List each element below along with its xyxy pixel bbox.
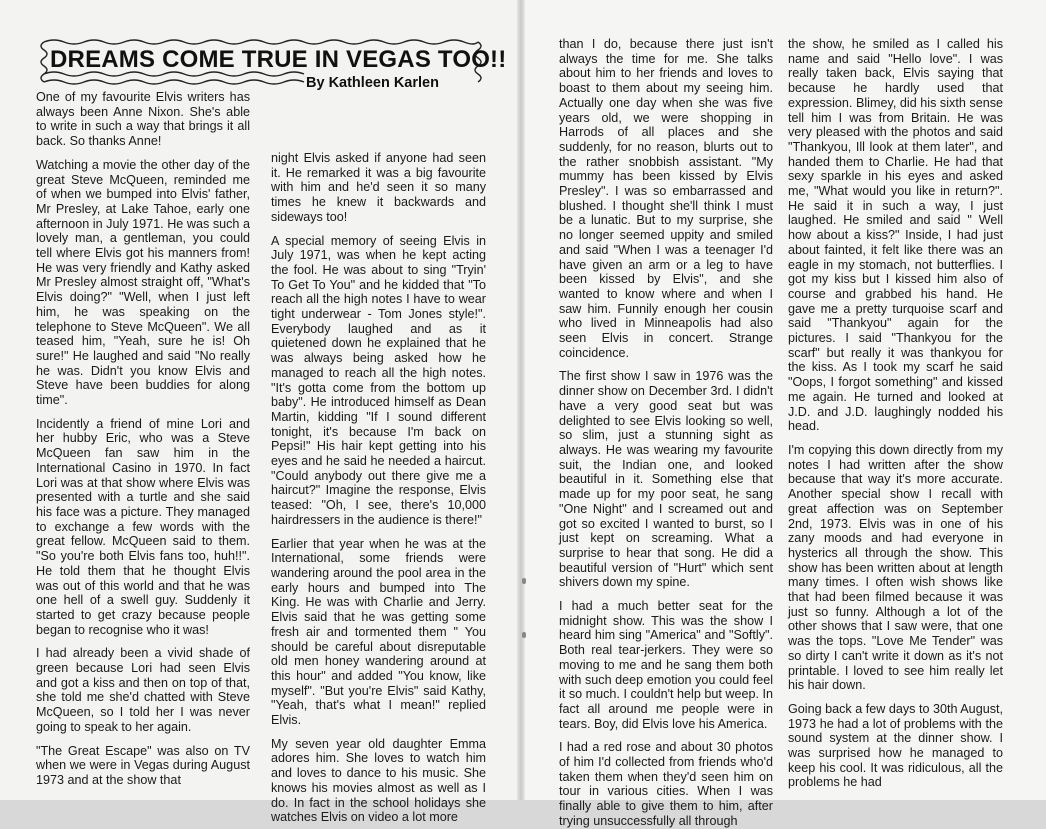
paragraph: "The Great Escape" was also on TV when we were in Vegas during August 1973 and at the show that [36,743,250,787]
binding-mark [522,578,526,584]
paragraph: Incidently a friend of mine Lori and her hubby Eric, who was a Steve McQueen fan saw him in the International Casino in 1970. In fact Lori was at that show where Elvis was presented with a turtle and she said his face was a picture. They managed to exchange a few words with the great fellow. McQueen said to them. "So you're both Elvis fans too, huh!!". He told them that he thought Elvis was out of this world and that he was one hell of a swell guy. Suddenly it started to get crazy because people began to recognise who it was! [36,416,250,637]
paragraph: the show, he smiled as I called his name and said "Hello love". I was really taken back, Elvis saying that because he hardly used that expression. Blimey, did his sixth sense tell him I was from Britain. He was very pleased with the photos and said "Thankyou, Ill look at them later", and handed them to Charlie. He had that sexy sparkle in his eyes and asked me, "What would you like in return?". He said it in such a way, I just laughed. He smiled and said " Well how about a kiss?" Inside, I had just about fainted, it felt like there was an eagle in my stomach, not butterflies. I got my kiss but I kissed him also of course and grabbed his hand. He gave me a pretty turquoise scarf and said "Thankyou" again for the pictures. I said "Thankyou for the scarf" but really it was thankyou for the kiss. As I took my scarf he said "Oops, I forgot something" and kissed me again. He turned and looked at J.D. and J.D. laughingly nodded his head. [788,37,1003,434]
paragraph: I had already been a vivid shade of green because Lori had seen Elvis and got a kiss and then on top of that, she told me she'd chatted with Steve McQueen, so I told her I was never going to speak to her again. [36,646,250,734]
text-column-4 [788,37,1003,790]
paragraph: Watching a movie the other day of the great Steve McQueen, reminded me of when we bumped into Elvis' father, Mr Presley, at Lake Tahoe, early one afternoon in July 1971. He was such a lovely man, a gentleman, you could tell where Elvis got his manners from! He was very friendly and Kathy asked Mr Presley almost straight off, "What's Elvis doing?" "Well, when I just left him, he was speaking on the telephone to Steve McQueen". We all teased him, "Yeah, sure he is! Oh sure!" He laughed and said "No really he was. Didn't you know Elvis and Steve have been buddies for along time". [36,157,250,408]
paragraph: The first show I saw in 1976 was the dinner show on December 3rd. I didn't have a very good seat but was delighted to see Elvis looking so well, so slim, just a stunning sight as always. He was wearing my favourite suit, the Indian one, and looked beautiful in it. Something else that made up for my poor seat, he sang "One Night" and I screamed out and got so excited I wanted to burst, so I just kept on screaming. What a surprise to hear that song. He did a beautiful version of "Hurt" which sent shivers down my spine. [559,369,773,590]
paragraph: I had a red rose and about 30 photos of him I'd collected from friends who'd taken them when they'd seen him on tour in various cities. When I was finally able to give them to him, after trying unsuccessfully all through [559,740,773,828]
text-column-2 [271,151,486,825]
paragraph: A special memory of seeing Elvis in July 1971, was when he kept acting the fool. He was about to sing "Tryin' To Get To You" and he kidded that "To reach all the high notes I have to wear tight underwear - Tom Jones style!". Everybody laughed and as it quietened down he explained that he was always being asked how he managed to reach all the high notes. "It's gotta come from the bottom up baby". He introduced himself as Dean Martin, kidding "If I sound different tonight, it's because I'm back on Pepsi!" His hair kept getting into his eyes and he said he needed a haircut. "Could anybody out there give me a haircut?" Imagine the response, Elvis teased: "Oh, I see, there's 10,000 hairdressers in the audience is there!" [271,233,486,527]
paragraph: My seven year old daughter Emma adores him. She loves to watch him and loves to dance to his music. She knows his movies almost as well as I do. In fact in the school holidays she watches Elvis on video a lot more [271,736,486,825]
paragraph: I had a much better seat for the midnight show. This was the show I heard him sing "America" and "Softly". Both real tear-jerkers. They were so moving to me and he sang them both with such deep emotion you could feel it so much. I couldn't help but weep. In fact all around me people were in tears. Boy, did Elvis love his America. [559,599,773,731]
paragraph: I'm copying this down directly from my notes I had written after the show because that way it's more accurate. Another special show I recall with great affection was on September 2nd, 1973. Elvis was in one of his zany moods and had everyone in hysterics all through the show. This show has been written about at length many times. I often wish shows like that had been filmed because it was just so funny. Although a lot of the other shows that I saw were, that one was the tops. "Love Me Tender" was so dirty I can't write it down as it's not printable. I loved to see him really let his hair down. [788,442,1003,693]
text-column-3 [559,37,773,828]
article-title: DREAMS COME TRUE IN VEGAS TOO!! [50,46,507,73]
paragraph: Earlier that year when he was at the International, some friends were wandering around the pool area in the early hours and bumped into The King. He was with Charlie and Jerry. Elvis said that he was getting some fresh air and tormented them " You should be careful about disreputable old men honey wandering around at this hour" and added "You know, like myself". "But you're Elvis" said Kathy, "Yeah, that's what I mean!" replied Elvis. [271,536,486,728]
page-spine [517,0,525,800]
paragraph: Going back a few days to 30th August, 1973 he had a lot of problems with the sound system at the dinner show. I was surprised how he managed to keep his cool. It was ridiculous, all the problems he had [788,701,1003,790]
paragraph: than I do, because there just isn't always the time for me. She talks about him to her friends and loves to boast to them about my seeing him. Actually one day when she was five years old, we were shopping in Harrods of all places and she suddenly, for no reason, blurts out to the rather snobbish assistant. "My mummy has been kissed by Elvis Presley". I was so embarrassed and blushed. I thought she'll think I must be a lunatic. But to my surprise, she no longer seemed uppity and smiled and said "When I was a teenager I'd have given an arm or a leg to have been kissed by Elvis", and she wanted to know where and when I saw him. Funnily enough her cousin who lived in Minneapolis had also seen Elvis in concert. Strange coincidence. [559,37,773,360]
article-byline: By Kathleen Karlen [306,75,439,91]
paragraph: One of my favourite Elvis writers has always been Anne Nixon. She's able to write in such a way that brings it all back. So thanks Anne! [36,90,250,149]
binding-mark [522,632,526,638]
paragraph: night Elvis asked if anyone had seen it. He remarked it was a big favourite with him and he'd seen it so many times he knew it backwards and sideways too! [271,151,486,224]
text-column-1 [36,90,250,787]
